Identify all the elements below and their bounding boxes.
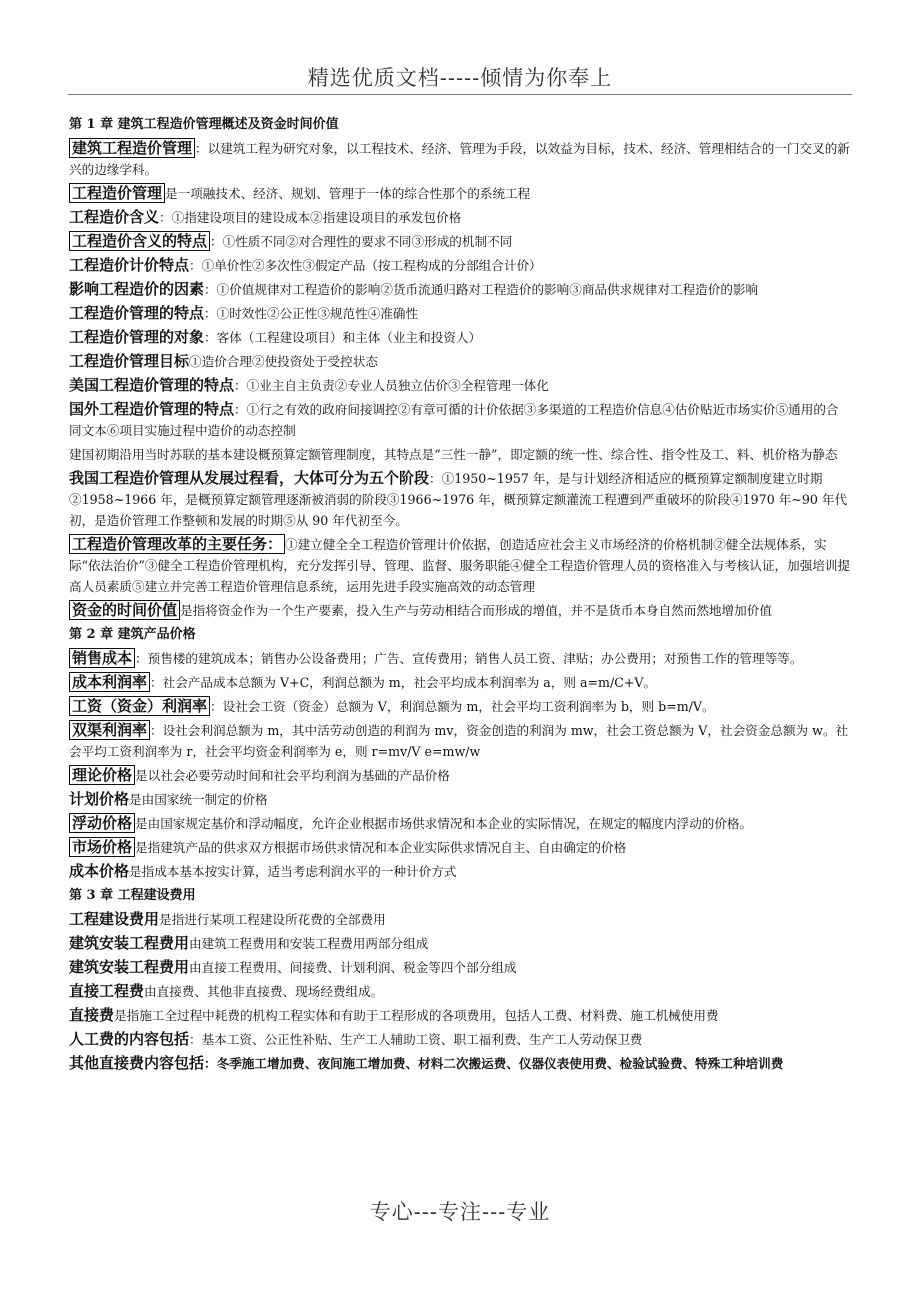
- page-footer: 专心---专注---专业: [369, 1200, 551, 1224]
- paragraph: [69, 207, 851, 228]
- definition: ：基本工资、公正性补贴、生产工人辅助工资、职工福利费、生产工人劳动保卫费: [189, 1032, 643, 1047]
- term: 建筑安装工程费用: [69, 958, 190, 976]
- paragraph: [69, 696, 851, 717]
- term: 其他直接费内容包括: [69, 1054, 205, 1072]
- term: 双渠利润率: [69, 720, 150, 740]
- paragraph: [69, 813, 851, 834]
- paragraph: [69, 909, 851, 930]
- term: 工程建设费用: [69, 910, 160, 928]
- definition: ：预售楼的建筑成本；销售办公设备费用；广告、宣传费用；销售人员工资、津贴；办公费用；对预售工作的管理等等。: [135, 651, 803, 666]
- definition: 是以社会必要劳动时间和社会平均利润为基础的产品价格: [135, 768, 450, 783]
- definition: 是一项融技术、经济、规划、管理于一体的综合性那个的系统工程: [165, 186, 531, 201]
- term: 工资（资金）利润率: [69, 696, 210, 716]
- term: 浮动价格: [69, 813, 135, 833]
- definition: 是由国家规定基价和浮动幅度，允许企业根据市场供求情况和本企业的实际情况，在规定的幅度内浮动的价格。: [135, 816, 753, 831]
- paragraph: [69, 765, 851, 786]
- term: 销售成本: [69, 648, 135, 668]
- term: 资金的时间价值: [69, 600, 180, 620]
- paragraph: [69, 933, 851, 954]
- definition: ：①时效性②公正性③规范性④准确性: [204, 306, 419, 321]
- definition: ：①单价性②多次性③假定产品（按工程构成的分部组合计价）: [189, 258, 542, 273]
- term: 理论价格: [69, 765, 135, 785]
- definition: ：以建筑工程为研究对象，以工程技术、经济、管理为手段，以效益为目标，技术、经济、管理相结合的一门交叉的新兴的边缘学科。: [69, 141, 850, 177]
- definition: 是指成本基本按实计算，适当考虑利润水平的一种计价方式: [129, 864, 457, 879]
- definition: 由建筑工程费用和安装工程费用两部分组成: [189, 936, 429, 951]
- term: 工程造价管理改革的主要任务：: [69, 534, 285, 554]
- paragraph: [69, 231, 851, 252]
- paragraph: [69, 1053, 851, 1074]
- term: 我国工程造价管理从发展过程看，大体可分为五个阶段: [69, 469, 430, 487]
- term: 美国工程造价管理的特点: [69, 376, 235, 394]
- term: 建筑安装工程费用: [69, 934, 190, 952]
- definition: 由直接费、其他非直接费、现场经费组成。: [144, 984, 384, 999]
- paragraph: [69, 375, 851, 396]
- paragraph: [69, 279, 851, 300]
- paragraph: [69, 534, 851, 597]
- chapter-2-heading: 第 2 章 建筑产品价格: [69, 627, 196, 642]
- paragraph: [69, 861, 851, 882]
- paragraph: [69, 327, 851, 348]
- paragraph: [69, 138, 851, 180]
- paragraph: [69, 183, 851, 204]
- definition: ①造价合理②使投资处于受控状态: [189, 354, 378, 369]
- definition: ：客体（工程建设项目）和主体（业主和投资人）: [204, 330, 482, 345]
- term: 工程造价计价特点: [69, 256, 190, 274]
- definition: ：①价值规律对工程造价的影响②货币流通归路对工程造价的影响③商品供求规律对工程造价的影响: [204, 282, 759, 297]
- paragraph: [69, 789, 851, 810]
- definition: 是由国家统一制定的价格: [129, 792, 268, 807]
- definition: ：社会产品成本总额为 V+C，利润总额为 m，社会平均成本利润率为 a，则 a=m/C+V。: [150, 675, 657, 690]
- term: 人工费的内容包括: [69, 1030, 190, 1048]
- document-body: [69, 113, 851, 1077]
- paragraph: [69, 255, 851, 276]
- paragraph: [69, 957, 851, 978]
- term: 工程造价管理的特点: [69, 304, 205, 322]
- term: 工程造价管理的对象: [69, 328, 205, 346]
- paragraph: [69, 468, 851, 531]
- definition: 是指进行某项工程建设所花费的全部费用: [159, 912, 386, 927]
- term: 工程造价管理目标: [69, 352, 190, 370]
- definition: 建国初期沿用当时苏联的基本建设概预算定额管理制度，其特点是“三性一静”，即定额的统一性、综合性、指令性及工、料、机价格为静态: [69, 447, 838, 462]
- term: 国外工程造价管理的特点: [69, 400, 235, 418]
- definition: ：冬季施工增加费、夜间施工增加费、材料二次搬运费、仪器仪表使用费、检验试验费、特殊工种培训费: [204, 1056, 784, 1071]
- definition: ：①1950~1957 年，是与计划经济相适应的概预算定额制度建立时期②1958~1966 年，是概预算定额管理逐渐被消弱的阶段③1966~1976 年，概预算定额灌流工程遭到严重破坏的阶段④1970 年~90 年代初，是造价管理工作整顿和发展的时期⑤从 90 年代初至今。: [69, 471, 848, 528]
- definition: ：设社会利润总额为 m，其中活劳动创造的利润为 mv，资金创造的利润为 mw，社会工资总额为 V，社会资金总额为 w。社会平均工资利润率为 r，社会平均资金利润率为 e，则 r=mv/V e=mw/w: [69, 723, 849, 759]
- paragraph: [69, 1029, 851, 1050]
- term: 工程造价含义的特点: [69, 231, 210, 251]
- definition: 是指建筑产品的供求双方根据市场供求情况和本企业实际供求情况自主、自由确定的价格: [135, 840, 627, 855]
- paragraph: [69, 981, 851, 1002]
- paragraph: [69, 648, 851, 669]
- paragraph: [69, 303, 851, 324]
- paragraph: [69, 837, 851, 858]
- definition: ①建立健全全工程造价管理计价依据，创造适应社会主义市场经济的价格机制②健全法规体系，实际“依法治价”③健全工程造价管理机构，充分发挥引导、管理、监督、服务职能④健全工程造价管理人员的资格准入与考核认证，加强培训提高人员素质⑤建立并完善工程造价管理信息系统，运用先进手段实施高效的动态管理: [69, 537, 851, 594]
- term: 直接工程费: [69, 982, 145, 1000]
- definition: ：设社会工资（资金）总额为 V，利润总额为 m，社会平均工资利润率为 b，则 b=m/V。: [210, 699, 715, 714]
- definition: 是指施工全过程中耗费的机构工程实体和有助于工程形成的各项费用，包括人工费、材料费、施工机械使用费: [114, 1008, 719, 1023]
- term: 影响工程造价的因素: [69, 280, 205, 298]
- term: 工程造价管理: [69, 183, 165, 203]
- paragraph: [69, 351, 851, 372]
- term: 工程造价含义: [69, 208, 160, 226]
- term: 直接费: [69, 1006, 115, 1024]
- paragraph: [69, 1005, 851, 1026]
- term: 市场价格: [69, 837, 135, 857]
- paragraph: [69, 600, 851, 621]
- paragraph: [69, 444, 851, 465]
- term: 成本利润率: [69, 672, 150, 692]
- definition: ：①性质不同②对合理性的要求不同③形成的机制不同: [210, 234, 513, 249]
- term: 建筑工程造价管理: [69, 138, 195, 158]
- chapter-1-heading: 第 1 章 建筑工程造价管理概述及资金时间价值: [69, 117, 339, 132]
- term: 计划价格: [69, 790, 130, 808]
- chapter-3-heading: 第 3 章 工程建设费用: [69, 888, 196, 903]
- definition: 是指将资金作为一个生产要素，投入生产与劳动相结合而形成的增值，并不是货币本身自然而然地增加价值: [180, 603, 772, 618]
- definition: ：①行之有效的政府间接调控②有章可循的计价依据③多渠道的工程造价信息④估价贴近市场实价⑤通用的合同文本⑥项目实施过程中造价的动态控制: [69, 402, 839, 438]
- page-header: 精选优质文档-----倾情为你奉上: [307, 66, 613, 90]
- header-rule: [68, 94, 852, 95]
- definition: ：①业主自主负责②专业人员独立估价③全程管理一体化: [234, 378, 549, 393]
- paragraph: [69, 720, 851, 762]
- term: 成本价格: [69, 862, 130, 880]
- paragraph: [69, 399, 851, 441]
- definition: ：①指建设项目的建设成本②指建设项目的承发包价格: [159, 210, 462, 225]
- definition: 由直接工程费用、间接费、计划利润、税金等四个部分组成: [189, 960, 517, 975]
- paragraph: [69, 672, 851, 693]
